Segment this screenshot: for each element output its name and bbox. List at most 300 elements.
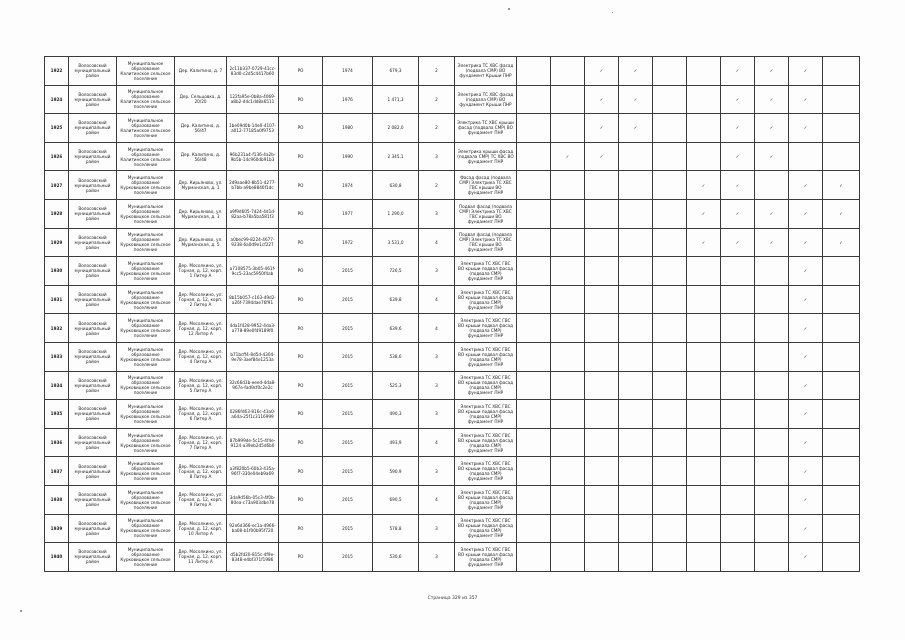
address-cell: Дер. Кирьяново, ул. Мурманская, д. 3 xyxy=(175,199,227,228)
check-cell xyxy=(755,428,789,457)
floors-cell: 4 xyxy=(419,314,455,343)
check-cell xyxy=(755,171,789,200)
check-mark-icon: ✓ xyxy=(735,154,740,160)
floors-cell: 3 xyxy=(419,514,455,543)
district-cell: Волосовский муниципальный район xyxy=(69,114,117,143)
check-cell xyxy=(687,400,721,429)
floors-cell: 3 xyxy=(419,199,455,228)
check-cell xyxy=(823,485,860,514)
works-cell: Электрика ТС ХВС крыши фасад (подвала СМР) ВО фундамент ПНР xyxy=(455,114,517,143)
row-number: 1924 xyxy=(45,85,69,114)
floors-cell: 2 xyxy=(419,114,455,143)
table-row xyxy=(45,400,860,429)
check-mark-icon: ✓ xyxy=(633,68,638,74)
settlement-cell: Муниципальное образование Калитинское сельское поселение xyxy=(117,85,175,114)
check-mark-icon: ✓ xyxy=(701,211,706,217)
check-cell xyxy=(619,514,653,543)
check-cell xyxy=(653,514,687,543)
check-cell xyxy=(619,85,653,114)
works-cell: Электрика ТС ХВС ГВС ВО крыши подвал фасад (подвала СМР) фундамент ПНР xyxy=(455,485,517,514)
settlement-cell: Муниципальное образование Курковицкое сельское поселение xyxy=(117,285,175,314)
check-cell xyxy=(551,514,585,543)
check-cell xyxy=(653,285,687,314)
check-cell xyxy=(585,457,619,486)
check-cell xyxy=(517,428,551,457)
check-mark-icon: ✓ xyxy=(803,182,808,188)
check-cell xyxy=(619,142,653,171)
category-cell: РО xyxy=(279,257,323,286)
check-cell xyxy=(517,514,551,543)
cadastral-id-cell: 87b999de-5c15-4f4e-9124-a39eb2d5d6b0 xyxy=(227,428,279,457)
scan-speck xyxy=(20,610,22,612)
address-cell: Дер. Мосолкино, ул. Горная, д. 12, корп. 10 Литер А xyxy=(175,514,227,543)
check-cell xyxy=(517,543,551,572)
row-number: 1925 xyxy=(45,114,69,143)
year-cell: 1974 xyxy=(323,57,373,86)
year-cell: 1974 xyxy=(323,171,373,200)
check-cell xyxy=(653,314,687,343)
check-mark-icon: ✓ xyxy=(735,68,740,74)
check-cell xyxy=(721,114,755,143)
row-number: 1936 xyxy=(45,428,69,457)
category-cell: РО xyxy=(279,400,323,429)
row-number: 1927 xyxy=(45,171,69,200)
check-cell xyxy=(517,199,551,228)
check-cell xyxy=(551,400,585,429)
check-cell xyxy=(517,314,551,343)
check-mark-icon: ✓ xyxy=(803,68,808,74)
check-mark-icon: ✓ xyxy=(599,68,604,74)
check-cell xyxy=(823,199,860,228)
cadastral-id-cell: 122fa95e-0b8a-4069-a8b2-d4c1dd8a6511 xyxy=(227,85,279,114)
check-cell xyxy=(823,400,860,429)
check-cell xyxy=(823,171,860,200)
floors-cell: 2 xyxy=(419,85,455,114)
check-cell xyxy=(755,285,789,314)
area-cell: 1 290,0 xyxy=(373,199,419,228)
settlement-cell: Муниципальное образование Курковицкое сельское поселение xyxy=(117,514,175,543)
check-cell xyxy=(653,228,687,257)
check-cell xyxy=(517,171,551,200)
cadastral-id-cell: 0286fd63-816c-43a0-a64a-25f1c3116999 xyxy=(227,400,279,429)
cadastral-id-cell: a3f820b5-60b3-435a-96f7-330e04eb9a69 xyxy=(227,457,279,486)
cadastral-id-cell: 32c66d3b-eeed-4da8-967e-fad9cf0c2e2c xyxy=(227,371,279,400)
check-cell xyxy=(755,85,789,114)
check-cell xyxy=(551,142,585,171)
district-cell: Волосовский муниципальный район xyxy=(69,457,117,486)
check-mark-icon: ✓ xyxy=(565,154,570,160)
check-mark-icon: ✓ xyxy=(769,211,774,217)
check-cell xyxy=(653,171,687,200)
check-cell xyxy=(755,543,789,572)
address-cell: Дер. Мосолкино, ул. Горная, д. 12, корп. 5 Литер А xyxy=(175,371,227,400)
area-cell: 1 471,3 xyxy=(373,85,419,114)
check-cell xyxy=(789,485,823,514)
check-cell xyxy=(823,342,860,371)
check-cell xyxy=(551,457,585,486)
table-row xyxy=(45,514,860,543)
check-cell xyxy=(517,485,551,514)
category-cell: РО xyxy=(279,485,323,514)
row-number: 1935 xyxy=(45,400,69,429)
settlement-cell: Муниципальное образование Курковицкое сельское поселение xyxy=(117,428,175,457)
settlement-cell: Муниципальное образование Курковицкое сельское поселение xyxy=(117,457,175,486)
check-cell xyxy=(687,228,721,257)
area-cell: 530,6 xyxy=(373,543,419,572)
check-cell xyxy=(619,114,653,143)
row-number: 1928 xyxy=(45,199,69,228)
check-cell xyxy=(721,485,755,514)
check-cell xyxy=(653,114,687,143)
check-cell xyxy=(721,57,755,86)
check-cell xyxy=(687,543,721,572)
check-cell xyxy=(551,314,585,343)
scan-speck xyxy=(612,12,613,13)
floors-cell: 4 xyxy=(419,428,455,457)
year-cell: 1990 xyxy=(323,142,373,171)
check-cell xyxy=(789,428,823,457)
category-cell: РО xyxy=(279,543,323,572)
table-row xyxy=(45,171,860,200)
address-cell: Дер. Калитино, д. 7 xyxy=(175,57,227,86)
works-cell: Электрика ТС ХВС ГВС ВО крыши подвал фасад (подвала СМР) фундамент ПНР xyxy=(455,514,517,543)
row-number: 1929 xyxy=(45,228,69,257)
check-cell xyxy=(551,57,585,86)
address-cell: Дер. Мосолкино, ул. Горная, д. 12, корп. 6 Литер А xyxy=(175,400,227,429)
check-cell xyxy=(721,457,755,486)
cadastral-id-cell: 96b231a4-f136-4a2b-9b5b-14c960db91b3 xyxy=(227,142,279,171)
check-cell xyxy=(517,114,551,143)
check-cell xyxy=(551,428,585,457)
floors-cell: 2 xyxy=(419,57,455,86)
check-cell xyxy=(551,199,585,228)
check-cell xyxy=(585,428,619,457)
area-cell: 590,9 xyxy=(373,457,419,486)
check-cell xyxy=(755,228,789,257)
check-cell xyxy=(551,371,585,400)
check-cell xyxy=(619,57,653,86)
area-cell: 679,3 xyxy=(373,57,419,86)
check-cell xyxy=(585,485,619,514)
check-mark-icon: ✓ xyxy=(803,468,808,474)
cadastral-id-cell: 1be09d0b-14e0-4107-a012-77185a0f9753 xyxy=(227,114,279,143)
year-cell: 2015 xyxy=(323,314,373,343)
year-cell: 2015 xyxy=(323,285,373,314)
check-cell xyxy=(687,171,721,200)
check-cell xyxy=(517,371,551,400)
year-cell: 2015 xyxy=(323,257,373,286)
check-cell xyxy=(721,257,755,286)
check-cell xyxy=(789,199,823,228)
year-cell: 1972 xyxy=(323,228,373,257)
district-cell: Волосовский муниципальный район xyxy=(69,142,117,171)
check-cell xyxy=(789,114,823,143)
floors-cell: 3 xyxy=(419,543,455,572)
check-mark-icon: ✓ xyxy=(735,211,740,217)
cadastral-id-cell: 92e6d366-ec1a-4966-ba08-b1f00b95f720 xyxy=(227,514,279,543)
floors-cell: 3 xyxy=(419,142,455,171)
row-number: 1940 xyxy=(45,543,69,572)
category-cell: РО xyxy=(279,171,323,200)
check-mark-icon: ✓ xyxy=(803,125,808,131)
table-row xyxy=(45,285,860,314)
check-cell xyxy=(721,85,755,114)
row-number: 1933 xyxy=(45,342,69,371)
check-cell xyxy=(721,199,755,228)
check-cell xyxy=(755,114,789,143)
check-cell xyxy=(585,285,619,314)
category-cell: РО xyxy=(279,428,323,457)
check-mark-icon: ✓ xyxy=(599,125,604,131)
row-number: 1939 xyxy=(45,514,69,543)
table-row xyxy=(45,114,860,143)
settlement-cell: Муниципальное образование Курковицкое сельское поселение xyxy=(117,199,175,228)
works-cell: Электрика ТС ХВС ГВС ВО крыши подвал фасад (подвала СМР) фундамент ПНР xyxy=(455,257,517,286)
check-cell xyxy=(551,228,585,257)
check-cell xyxy=(653,199,687,228)
district-cell: Волосовский муниципальный район xyxy=(69,371,117,400)
check-mark-icon: ✓ xyxy=(803,268,808,274)
check-cell xyxy=(653,543,687,572)
check-cell xyxy=(585,57,619,86)
check-cell xyxy=(585,371,619,400)
check-cell xyxy=(823,57,860,86)
district-cell: Волосовский муниципальный район xyxy=(69,400,117,429)
check-cell xyxy=(653,85,687,114)
category-cell: РО xyxy=(279,228,323,257)
row-number: 1938 xyxy=(45,485,69,514)
address-cell: Дер. Сельцовка, д. 20/20 xyxy=(175,85,227,114)
check-cell xyxy=(687,457,721,486)
check-mark-icon: ✓ xyxy=(803,239,808,245)
district-cell: Волосовский муниципальный район xyxy=(69,314,117,343)
cadastral-id-cell: a0bec99-8224-4677-9238-6a0d9e1cf227 xyxy=(227,228,279,257)
check-mark-icon: ✓ xyxy=(769,68,774,74)
row-number: 1922 xyxy=(45,57,69,86)
check-cell xyxy=(755,485,789,514)
table-body xyxy=(45,57,860,572)
check-mark-icon: ✓ xyxy=(769,96,774,102)
check-cell xyxy=(789,57,823,86)
check-cell xyxy=(721,171,755,200)
check-cell xyxy=(789,171,823,200)
check-cell xyxy=(619,543,653,572)
address-cell: Дер. Мосолкино, ул. Горная, д. 12, корп. 2 Литер А xyxy=(175,285,227,314)
check-cell xyxy=(721,428,755,457)
check-cell xyxy=(585,314,619,343)
check-cell xyxy=(721,285,755,314)
check-cell xyxy=(619,371,653,400)
check-mark-icon: ✓ xyxy=(839,182,843,188)
check-cell xyxy=(687,85,721,114)
check-cell xyxy=(653,400,687,429)
category-cell: РО xyxy=(279,199,323,228)
area-cell: 2 345,1 xyxy=(373,142,419,171)
settlement-cell: Муниципальное образование Курковицкое сельское поселение xyxy=(117,371,175,400)
works-cell: Фасад фасад (подвала СМР) Электрика ТС ХВС ГВС крыши ВО фундамент ПНР xyxy=(455,171,517,200)
check-cell xyxy=(517,342,551,371)
check-cell xyxy=(585,85,619,114)
address-cell: Дер. Кирьяново, ул. Мурманская, д. 5 xyxy=(175,228,227,257)
check-cell xyxy=(551,257,585,286)
works-cell: Электрика ТС ХВС ГВС ВО крыши подвал фасад (подвала СМР) фундамент ПНР xyxy=(455,457,517,486)
floors-cell: 4 xyxy=(419,285,455,314)
check-cell xyxy=(755,371,789,400)
category-cell: РО xyxy=(279,457,323,486)
settlement-cell: Муниципальное образование Курковицкое сельское поселение xyxy=(117,171,175,200)
check-cell xyxy=(789,314,823,343)
check-cell xyxy=(687,485,721,514)
category-cell: РО xyxy=(279,342,323,371)
category-cell: РО xyxy=(279,514,323,543)
check-cell xyxy=(721,371,755,400)
cadastral-id-cell: 3da9d56b-05c3-4f0b-80ea-c73a903dbe78 xyxy=(227,485,279,514)
check-mark-icon: ✓ xyxy=(769,154,774,160)
check-cell xyxy=(755,400,789,429)
district-cell: Волосовский муниципальный район xyxy=(69,485,117,514)
table-row xyxy=(45,485,860,514)
settlement-cell: Муниципальное образование Курковицкое сельское поселение xyxy=(117,543,175,572)
check-cell xyxy=(687,199,721,228)
check-cell xyxy=(517,228,551,257)
cadastral-id-cell: a9f9d605-7d24-4d1d-82aa-b78a5ba581f3 xyxy=(227,199,279,228)
area-cell: 2 082,0 xyxy=(373,114,419,143)
check-cell xyxy=(653,428,687,457)
check-cell xyxy=(619,314,653,343)
category-cell: РО xyxy=(279,142,323,171)
check-cell xyxy=(653,457,687,486)
check-cell xyxy=(619,485,653,514)
table-row xyxy=(45,342,860,371)
cadastral-id-cell: b71bcff4-8d5d-4304-9e78-3aef84e1253a xyxy=(227,342,279,371)
check-cell xyxy=(517,57,551,86)
floors-cell: 2 xyxy=(419,171,455,200)
area-cell: 538,6 xyxy=(373,342,419,371)
check-mark-icon: ✓ xyxy=(701,239,706,245)
year-cell: 2015 xyxy=(323,342,373,371)
check-mark-icon: ✓ xyxy=(633,96,638,102)
address-cell: Дер. Мосолкино, ул. Горная, д. 12, корп. 1 Литер А xyxy=(175,257,227,286)
check-cell xyxy=(619,428,653,457)
row-number: 1931 xyxy=(45,285,69,314)
works-cell: Подвал фасад (подвала СМР) Электрика ТС ХВС ГВС крыши ВО фундамент ПНР xyxy=(455,228,517,257)
district-cell: Волосовский муниципальный район xyxy=(69,57,117,86)
check-cell xyxy=(687,342,721,371)
register-table xyxy=(44,56,860,572)
check-cell xyxy=(585,543,619,572)
settlement-cell: Муниципальное образование Курковицкое сельское поселение xyxy=(117,314,175,343)
check-cell xyxy=(687,142,721,171)
works-cell: Электрика крыши фасад (подвала СМР) ТС ХВС ВО фундамент ПНР xyxy=(455,142,517,171)
check-cell xyxy=(823,228,860,257)
check-cell xyxy=(517,400,551,429)
check-cell xyxy=(789,257,823,286)
check-cell xyxy=(823,114,860,143)
category-cell: РО xyxy=(279,285,323,314)
check-cell xyxy=(687,257,721,286)
check-cell xyxy=(789,514,823,543)
table-row xyxy=(45,199,860,228)
settlement-cell: Муниципальное образование Калитинское сельское поселение xyxy=(117,114,175,143)
check-mark-icon: ✓ xyxy=(803,525,808,531)
table-row xyxy=(45,457,860,486)
address-cell: Дер. Мосолкино, ул. Горная, д. 12, корп. 7 Литер А xyxy=(175,428,227,457)
check-cell xyxy=(823,371,860,400)
area-cell: 525,3 xyxy=(373,371,419,400)
check-cell xyxy=(551,171,585,200)
works-cell: Подвал фасад (подвала СМР) Электрика ТС ХВС ГВС крыши ВО фундамент ПНР xyxy=(455,199,517,228)
check-mark-icon: ✓ xyxy=(735,239,740,245)
check-cell xyxy=(585,228,619,257)
check-cell xyxy=(585,171,619,200)
settlement-cell: Муниципальное образование Калитинское сельское поселение xyxy=(117,142,175,171)
district-cell: Волосовский муниципальный район xyxy=(69,228,117,257)
year-cell: 2015 xyxy=(323,400,373,429)
check-mark-icon: ✓ xyxy=(735,125,740,131)
check-cell xyxy=(619,342,653,371)
settlement-cell: Муниципальное образование Курковицкое сельское поселение xyxy=(117,342,175,371)
check-mark-icon: ✓ xyxy=(803,497,808,503)
district-cell: Волосовский муниципальный район xyxy=(69,285,117,314)
check-cell xyxy=(687,314,721,343)
area-cell: 639,6 xyxy=(373,314,419,343)
works-cell: Электрика ТС ХВС фасад (подвала СМР) ВО фундамент Крыши ПНР xyxy=(455,85,517,114)
check-mark-icon: ✓ xyxy=(735,182,740,188)
check-cell xyxy=(653,371,687,400)
category-cell: РО xyxy=(279,371,323,400)
address-cell: Дер. Мосолкино, ул. Горная, д. 12, корп. 12 Литер А xyxy=(175,314,227,343)
check-cell xyxy=(687,114,721,143)
check-cell xyxy=(823,257,860,286)
district-cell: Волосовский муниципальный район xyxy=(69,342,117,371)
district-cell: Волосовский муниципальный район xyxy=(69,85,117,114)
category-cell: РО xyxy=(279,57,323,86)
settlement-cell: Муниципальное образование Курковицкое сельское поселение xyxy=(117,228,175,257)
check-mark-icon: ✓ xyxy=(803,211,808,217)
row-number: 1926 xyxy=(45,142,69,171)
check-cell xyxy=(687,371,721,400)
row-number: 1934 xyxy=(45,371,69,400)
check-mark-icon: ✓ xyxy=(633,125,638,131)
check-cell xyxy=(789,543,823,572)
address-cell: Дер. Мосолкино, ул. Горная, д. 12, корп. 11 Литер А xyxy=(175,543,227,572)
address-cell: Дер. Мосолкино, ул. Горная, д. 12, корп. 4 Литер А xyxy=(175,342,227,371)
check-mark-icon: ✓ xyxy=(839,211,843,217)
year-cell: 1980 xyxy=(323,114,373,143)
year-cell: 2015 xyxy=(323,371,373,400)
check-cell xyxy=(585,257,619,286)
area-cell: 630,8 xyxy=(373,171,419,200)
cadastral-id-cell: a7108575-3b05-461f-9cc5-23ac5950f4ab xyxy=(227,257,279,286)
check-cell xyxy=(823,142,860,171)
address-cell: Дер. Мосолкино, ул. Горная, д. 12, корп. 9 Литер А xyxy=(175,485,227,514)
check-cell xyxy=(789,342,823,371)
check-cell xyxy=(653,485,687,514)
check-cell xyxy=(721,400,755,429)
check-cell xyxy=(551,543,585,572)
category-cell: РО xyxy=(279,114,323,143)
cadastral-id-cell: 4da1f428-9952-4da3-a778-89e0f49189f0 xyxy=(227,314,279,343)
check-cell xyxy=(789,371,823,400)
settlement-cell: Муниципальное образование Курковицкое сельское поселение xyxy=(117,400,175,429)
year-cell: 2015 xyxy=(323,514,373,543)
works-cell: Электрика ТС ХВС ГВС ВО крыши подвал фасад (подвала СМР) фундамент ПНР xyxy=(455,371,517,400)
check-cell xyxy=(653,57,687,86)
area-cell: 690,5 xyxy=(373,485,419,514)
check-cell xyxy=(823,85,860,114)
district-cell: Волосовский муниципальный район xyxy=(69,543,117,572)
district-cell: Волосовский муниципальный район xyxy=(69,257,117,286)
